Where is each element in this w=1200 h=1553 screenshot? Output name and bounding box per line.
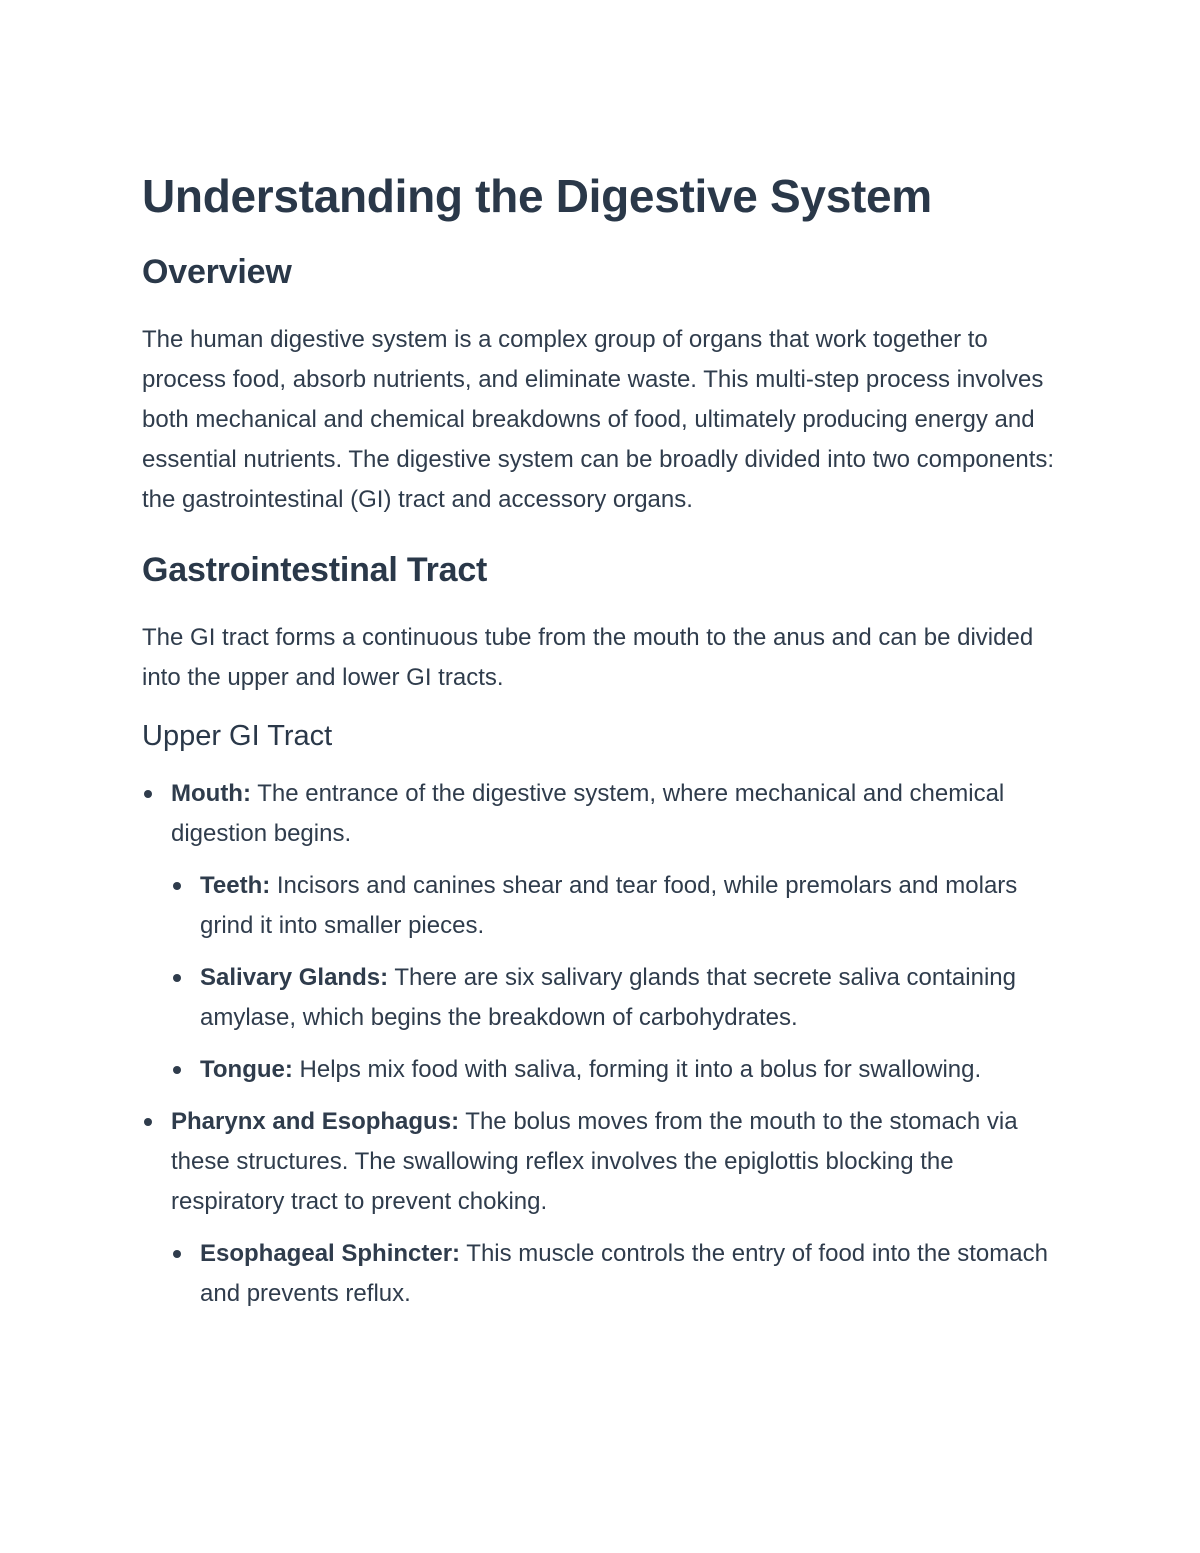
bullet-icon [173,974,181,982]
pharynx-sublist [171,1234,1072,1314]
section-heading-overview: Overview [142,253,292,291]
list-item-salivary-glands [171,958,1072,1038]
list-item-term: Esophageal Sphincter: [200,1240,461,1267]
list-item-text: This muscle controls the entry of food into the stomach and prevents reflux. [200,1240,1048,1307]
list-item-esophageal-sphincter [171,1234,1072,1314]
list-item-term: Mouth: [171,780,251,807]
bullet-icon [173,1066,181,1074]
list-item-mouth [142,774,1072,1090]
upper-gi-list [142,774,1072,1314]
list-item-text: Helps mix food with saliva, forming it into a bolus for swallowing. [292,1056,982,1083]
list-item-term: Salivary Glands: [200,964,389,991]
gi-tract-paragraph: The GI tract forms a continuous tube from the mouth to the anus and can be divided into the upper and lower GI tracts. [142,624,1034,691]
section-heading-gi-tract: Gastrointestinal Tract [142,551,488,589]
page-title: Understanding the Digestive System [142,170,932,222]
mouth-sublist [171,866,1072,1090]
list-item-teeth [171,866,1072,946]
list-item-term: Teeth: [200,872,271,899]
list-item-pharynx-esophagus [142,1102,1072,1314]
list-item-term: Tongue: [200,1056,293,1083]
bullet-icon [173,882,181,890]
list-item-text: Incisors and canines shear and tear food, while premolars and molars grind it into smaller pieces. [200,872,1018,939]
bullet-icon [144,1118,152,1126]
list-item-text: The bolus moves from the mouth to the stomach via these structures. The swallowing reflex involves the epiglottis blocking the respiratory tract to prevent choking. [171,1108,1018,1215]
list-item-tongue [171,1050,1072,1090]
bullet-icon [144,790,152,798]
bullet-icon [173,1250,181,1258]
list-item-term: Pharynx and Esophagus: [171,1108,460,1135]
subsection-heading-upper-gi: Upper GI Tract [142,720,333,752]
list-item-text: There are six salivary glands that secrete saliva containing amylase, which begins the breakdown of carbohydrates. [200,964,1016,1031]
document-page [142,168,1072,1314]
list-item-text: The entrance of the digestive system, where mechanical and chemical digestion begins. [171,780,1005,847]
overview-paragraph: The human digestive system is a complex group of organs that work together to process food, absorb nutrients, and eliminate waste. This multi-step process involves both mechanical and chemical breakdowns of food, ultimately producing energy and essential nutrients. The digestive system can be broadly divided into two components: the gastrointestinal (GI) tract and accessory organs. [142,326,1055,513]
